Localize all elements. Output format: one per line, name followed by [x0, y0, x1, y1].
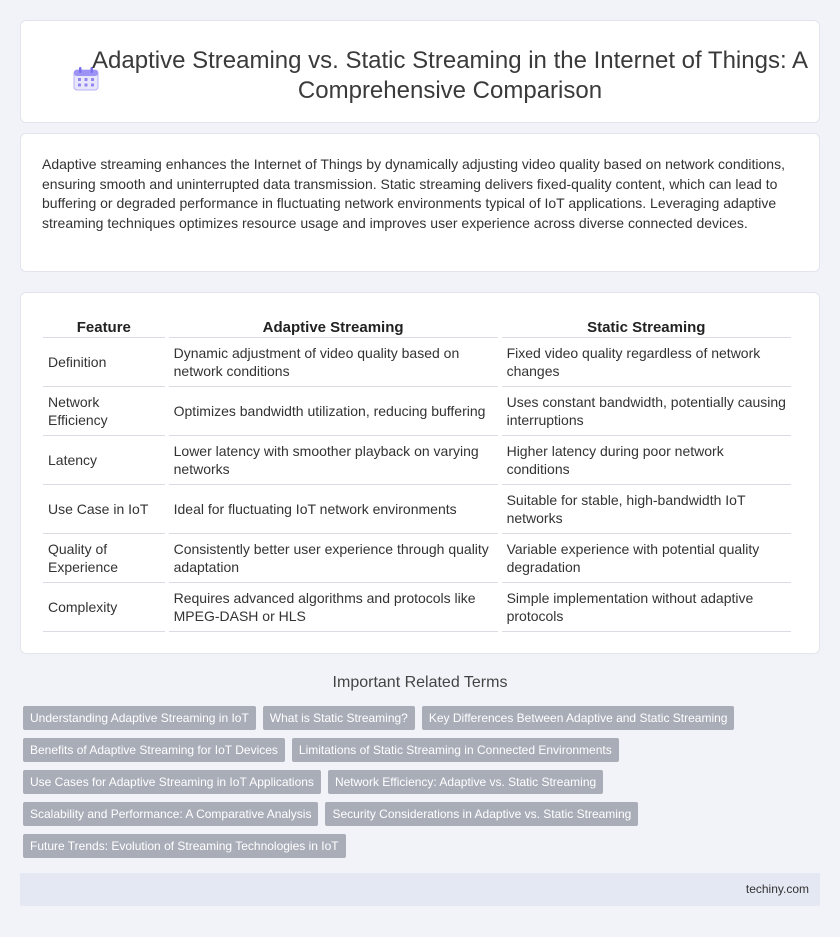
cell-adaptive: Ideal for fluctuating IoT network environments — [169, 485, 498, 534]
related-term-tag[interactable]: Scalability and Performance: A Comparative Analysis — [23, 802, 318, 826]
table-row — [43, 485, 791, 534]
comparison-table — [39, 317, 795, 632]
cell-feature: Quality of Experience — [43, 534, 165, 583]
cell-adaptive: Requires advanced algorithms and protocols like MPEG-DASH or HLS — [169, 583, 498, 632]
cell-static: Variable experience with potential quality degradation — [502, 534, 791, 583]
cell-feature: Network Efficiency — [43, 387, 165, 436]
related-terms-list — [23, 706, 743, 858]
table-row — [43, 583, 791, 632]
footer-brand-link[interactable]: techiny.com — [745, 882, 809, 896]
header-card — [20, 20, 820, 123]
footer — [20, 873, 820, 906]
table-row — [43, 387, 791, 436]
related-term-tag[interactable]: Understanding Adaptive Streaming in IoT — [23, 706, 256, 730]
table-row — [43, 338, 791, 387]
related-term-tag[interactable]: Benefits of Adaptive Streaming for IoT Devices — [23, 738, 285, 762]
cell-static: Uses constant bandwidth, potentially causing interruptions — [502, 387, 791, 436]
table-row — [43, 534, 791, 583]
cell-feature: Definition — [43, 338, 165, 387]
header-feature: Feature — [43, 317, 165, 338]
header-adaptive: Adaptive Streaming — [169, 317, 498, 338]
cell-feature: Latency — [43, 436, 165, 485]
related-term-tag[interactable]: Network Efficiency: Adaptive vs. Static Streaming — [328, 770, 603, 794]
cell-feature: Use Case in IoT — [43, 485, 165, 534]
table-row — [43, 436, 791, 485]
related-term-tag[interactable]: Future Trends: Evolution of Streaming Technologies in IoT — [23, 834, 346, 858]
related-term-tag[interactable]: Limitations of Static Streaming in Connected Environments — [292, 738, 619, 762]
cell-adaptive: Optimizes bandwidth utilization, reducing buffering — [169, 387, 498, 436]
intro-paragraph: Adaptive streaming enhances the Internet of Things by dynamically adjusting video quality based on network conditions, ensuring smooth and uninterrupted data transmission. Static streaming delivers fixed-quality content, which can lead to buffering or degraded performance in fluctuating network environments typical of IoT applications. Leveraging adaptive streaming techniques optimizes resource usage and improves user experience across diverse connected devices. — [42, 156, 785, 231]
related-term-tag[interactable]: Key Differences Between Adaptive and Static Streaming — [422, 706, 735, 730]
comparison-table-card — [20, 292, 820, 654]
header-static: Static Streaming — [502, 317, 791, 338]
cell-adaptive: Consistently better user experience through quality adaptation — [169, 534, 498, 583]
related-term-tag[interactable]: Security Considerations in Adaptive vs. Static Streaming — [325, 802, 638, 826]
related-term-tag[interactable]: Use Cases for Adaptive Streaming in IoT Applications — [23, 770, 321, 794]
cell-static: Suitable for stable, high-bandwidth IoT networks — [502, 485, 791, 534]
cell-adaptive: Lower latency with smoother playback on varying networks — [169, 436, 498, 485]
table-header-row — [43, 317, 791, 338]
cell-static: Fixed video quality regardless of network changes — [502, 338, 791, 387]
page-title: Adaptive Streaming vs. Static Streaming in the Internet of Things: A Comprehensive Comparison — [92, 47, 808, 104]
cell-static: Simple implementation without adaptive protocols — [502, 583, 791, 632]
related-term-tag[interactable]: What is Static Streaming? — [263, 706, 415, 730]
intro-card — [20, 133, 820, 272]
cell-adaptive: Dynamic adjustment of video quality based on network conditions — [169, 338, 498, 387]
cell-feature: Complexity — [43, 583, 165, 632]
related-terms-title: Important Related Terms — [332, 674, 508, 691]
cell-static: Higher latency during poor network conditions — [502, 436, 791, 485]
